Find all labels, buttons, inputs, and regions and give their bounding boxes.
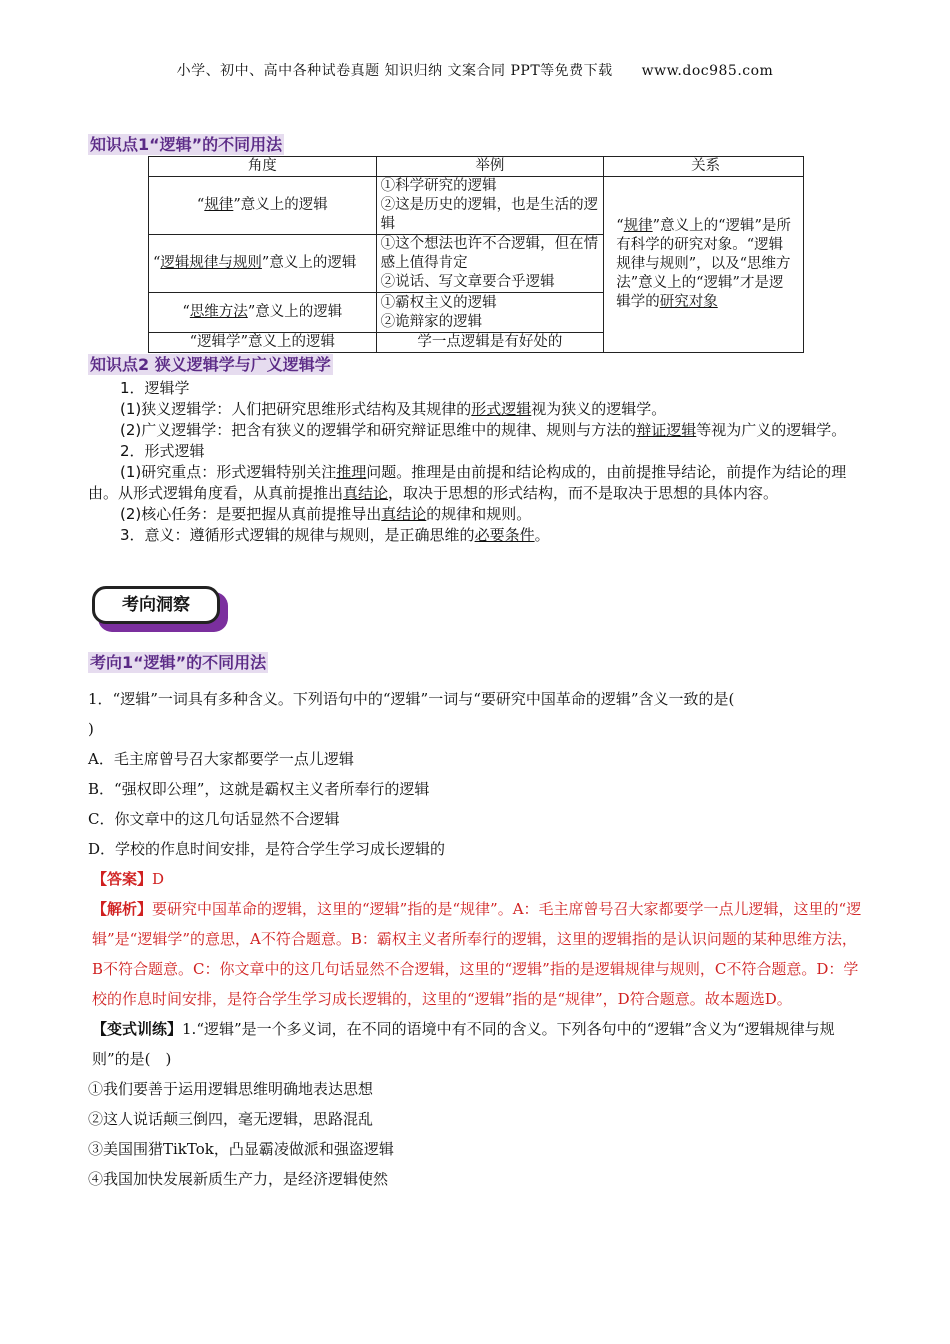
kp2-title: 知识点2 狭义逻辑学与广义逻辑学 [90, 355, 331, 374]
option-a: A．毛主席曾号召大家都要学一点儿逻辑 [88, 750, 354, 768]
row3-angle: “思维方法”意义上的逻辑 [149, 293, 377, 333]
row2-examples: ①这个想法也许不合逻辑，但在情感上值得肯定 ②说话、写文章要合乎逻辑 [376, 235, 604, 293]
analysis-para: 【解析】要研究中国革命的逻辑，这里的“逻辑”指的是“规律”。A：毛主席曾号召大家都要学一点儿逻辑，这里的“逻辑”是“逻辑学”的意思，A不符合题意。B：霸权主义者所奉行的逻辑，这里的逻辑指的是认识问题的某种思维方法，B不符合题意。C：你文章中的这几句话显然不合逻辑，这里的“逻辑”指的是逻辑规律与规则，C不符合题意。D：学校的作息时间安排，是符合学生学习成长逻辑的，这里的“逻辑”指的是“规律”，D符合题意。故本题选D。 [92, 900, 862, 1008]
section-badge [92, 586, 228, 632]
answer-line: 【答案】D [92, 870, 165, 888]
row4-angle: “逻辑学”意义上的逻辑 [149, 333, 377, 353]
table-header-angle: 角度 [149, 157, 377, 177]
row4-examples: 学一点逻辑是有好处的 [376, 333, 604, 353]
s2-focus: (1)研究重点：形式逻辑特别关注推理问题。推理是由前提和结论构成的，由前提推导结论，前提作为结论的理由。从形式逻辑角度看，从真前提推出真结论，取决于思想的形式结构，而不是取决于思想的具体内容。 [88, 463, 847, 502]
row1-angle: “规律”意义上的逻辑 [149, 177, 377, 235]
header-site[interactable]: www.doc985.com [641, 63, 774, 79]
row2-angle: “逻辑规律与规则”意义上的逻辑 [149, 235, 377, 293]
logic-usage-table [148, 156, 804, 353]
kx1-title: 考向1“逻辑”的不同用法 [90, 653, 267, 672]
s1-narrow: (1)狭义逻辑学：人们把研究思维形式结构及其规律的形式逻辑视为狭义的逻辑学。 [120, 400, 667, 418]
option-c: C．你文章中的这几句话显然不合逻辑 [88, 810, 340, 828]
question-stem-end: ) [88, 720, 94, 738]
s3-meaning: 3．意义：遵循形式逻辑的规律与规则，是正确思维的必要条件。 [120, 526, 550, 544]
table-header-example: 举例 [376, 157, 604, 177]
variant-item-4: ④我国加快发展新质生产力，是经济逻辑使然 [88, 1170, 389, 1188]
option-d: D．学校的作息时间安排，是符合学生学习成长逻辑的 [88, 840, 446, 858]
row1-examples: ①科学研究的逻辑 ②这是历史的逻辑，也是生活的逻辑 [376, 177, 604, 235]
question-block [88, 684, 863, 1194]
variant-item-1: ①我们要善于运用逻辑思维明确地表达思想 [88, 1080, 374, 1098]
s1-title: 1．逻辑学 [120, 379, 190, 397]
header-text: 小学、初中、高中各种试卷真题 知识归纳 文案合同 PPT等免费下载 [176, 63, 613, 79]
row3-examples: ①霸权主义的逻辑 ②诡辩家的逻辑 [376, 293, 604, 333]
question-stem: 1．“逻辑”一词具有多种含义。下列语句中的“逻辑”一词与“要研究中国革命的逻辑”含义一致的是( [88, 690, 735, 708]
table-row [149, 177, 804, 235]
table-header-row [149, 157, 804, 177]
s1-broad: (2)广义逻辑学：把含有狭义的逻辑学和研究辩证思维中的规律、规则与方法的辩证逻辑等视为广义的逻辑学。 [120, 421, 847, 439]
variant-item-2: ②这人说话颠三倒四，毫无逻辑，思路混乱 [88, 1110, 374, 1128]
s2-task: (2)核心任务：是要把握从真前提推导出真结论的规律和规则。 [120, 505, 532, 523]
variant-question: 【变式训练】1.“逻辑”是一个多义词，在不同的语境中有不同的含义。下列各句中的“逻辑”含义为“逻辑规律与规则”的是( ) [92, 1020, 835, 1068]
badge-label: 考向洞察 [92, 586, 220, 624]
table-header-relation: 关系 [604, 157, 804, 177]
relation-cell: “规律”意义上的“逻辑”是所有科学的研究对象。“逻辑规律与规则”，以及“思维方法”意义上的“逻辑”才是逻辑学的研究对象 [604, 177, 804, 353]
kp2-content [88, 378, 863, 546]
s2-title: 2．形式逻辑 [120, 442, 205, 460]
option-b: B．“强权即公理”，这就是霸权主义者所奉行的逻辑 [88, 780, 430, 798]
kp1-title: 知识点1“逻辑”的不同用法 [90, 135, 283, 154]
variant-item-3: ③美国围猎TikTok，凸显霸凌做派和强盗逻辑 [88, 1140, 394, 1158]
page-header [0, 60, 950, 80]
